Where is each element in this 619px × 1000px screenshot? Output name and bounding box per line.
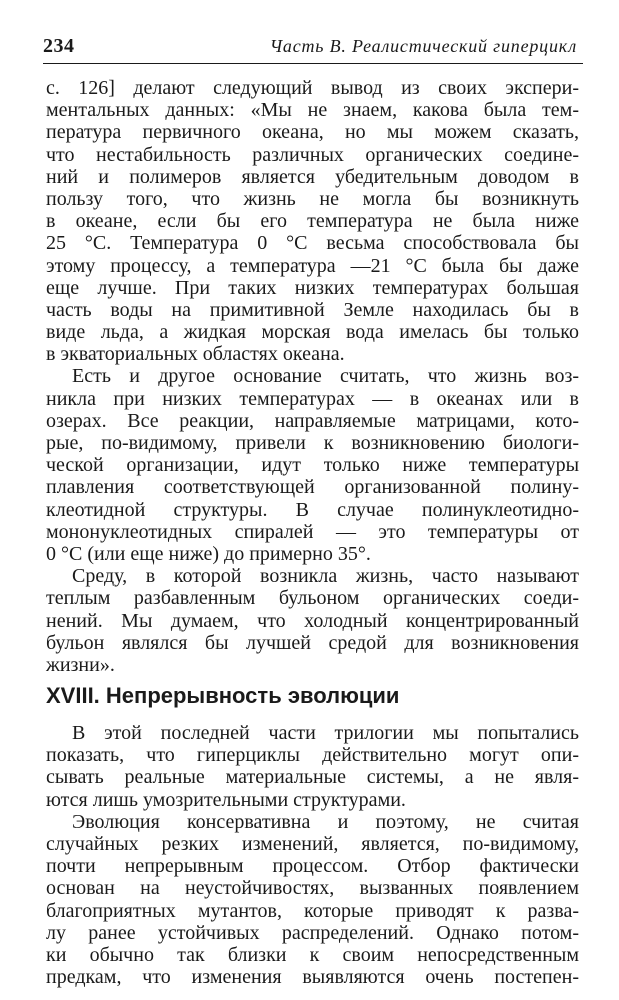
text-line: мононуклеотидных спиралей — это температуры от	[46, 520, 579, 543]
text-line: жизни».	[46, 653, 115, 676]
paragraph	[46, 565, 579, 676]
paragraph	[46, 811, 579, 989]
text-line: виде льда, а жидкая морская вода имелась бы только	[46, 321, 579, 344]
text-line: озерах. Все реакции, направляемые матрицами, кото-	[46, 409, 579, 432]
text-line: этому процессу, а температура —21 °С была бы даже	[46, 254, 579, 277]
text-line: часть воды на примитивной Земле находилась бы в	[46, 298, 579, 321]
paragraph	[46, 77, 579, 365]
text-line: рые, по-видимому, привели к возникновению биологи-	[46, 432, 579, 454]
text-line: лу ранее устойчивых распределений. Однако потом-	[46, 921, 579, 944]
text-line: пользу того, что жизнь не могла бы возникнуть	[46, 187, 579, 210]
text-line: случайных резких изменений, является, по-видимому,	[46, 833, 579, 855]
text-line: нений. Мы думаем, что холодный концентрированный	[46, 609, 579, 632]
paragraph	[46, 365, 579, 565]
text-line: предкам, что изменения выявляются очень постепен-	[46, 966, 579, 989]
paragraph	[46, 722, 579, 811]
text-line: ческой организации, идут только ниже температуры	[46, 454, 579, 477]
text-line: пература первичного океана, но мы можем сказать,	[46, 121, 579, 144]
text-line: благоприятных мутантов, которые приводят к разва-	[46, 899, 579, 922]
text-line: клеотидной структуры. В случае полинуклеотидно-	[46, 498, 579, 521]
text-line: Эволюция консервативна и поэтому, не считая	[72, 810, 579, 833]
text-line: в океане, если бы его температура не была ниже	[46, 210, 579, 233]
text-line: основан на неустойчивостях, вызванных появлением	[46, 877, 579, 900]
text-line: ки обычно так близки к своим непосредственным	[46, 943, 579, 966]
text-line: ются лишь умозрительными структурами.	[46, 788, 406, 811]
text-line: сывать реальные материальные системы, а не явля-	[46, 766, 579, 789]
text-line: ментальных данных: «Мы не знаем, какова была тем-	[46, 99, 579, 122]
text-line: в экваториальных областях океана.	[46, 343, 345, 366]
running-title: Часть В. Реалистический гиперцикл	[269, 36, 577, 56]
text-line: ний и полимеров является убедительным доводом в	[46, 165, 579, 188]
text-line: 0 °С (или еще ниже) до примерно 35°.	[46, 542, 371, 565]
text-line: никла при низких температурах — в океанах или в	[46, 387, 579, 410]
body-text	[46, 77, 579, 988]
text-line: 25 °С. Температура 0 °С весьма способствовала бы	[46, 232, 579, 255]
text-line: с. 126] делают следующий вывод из своих экспери-	[46, 77, 579, 99]
text-line: В этой последней части трилогии мы попытались	[72, 722, 579, 745]
text-line: еще лучше. При таких низких температурах большая	[46, 276, 579, 299]
page-number: 234	[43, 35, 75, 57]
text-line: теплым разбавленным бульоном органических соеди-	[46, 587, 579, 610]
text-line: почти непрерывным процессом. Отбор фактически	[46, 855, 579, 878]
text-line: бульон являлся бы лучшей средой для возникновения	[46, 631, 579, 654]
section-heading: XVIII. Непрерывность эволюции	[46, 683, 400, 709]
text-line: что нестабильность различных органических соедине-	[46, 143, 579, 166]
page-header	[43, 35, 583, 64]
text-line: Есть и другое основание считать, что жизнь воз-	[72, 365, 579, 388]
text-line: Среду, в которой возникла жизнь, часто называют	[72, 565, 579, 588]
text-line: показать, что гиперциклы действительно могут опи-	[46, 744, 579, 767]
text-line: плавления соответствующей организованной полину-	[46, 476, 579, 499]
